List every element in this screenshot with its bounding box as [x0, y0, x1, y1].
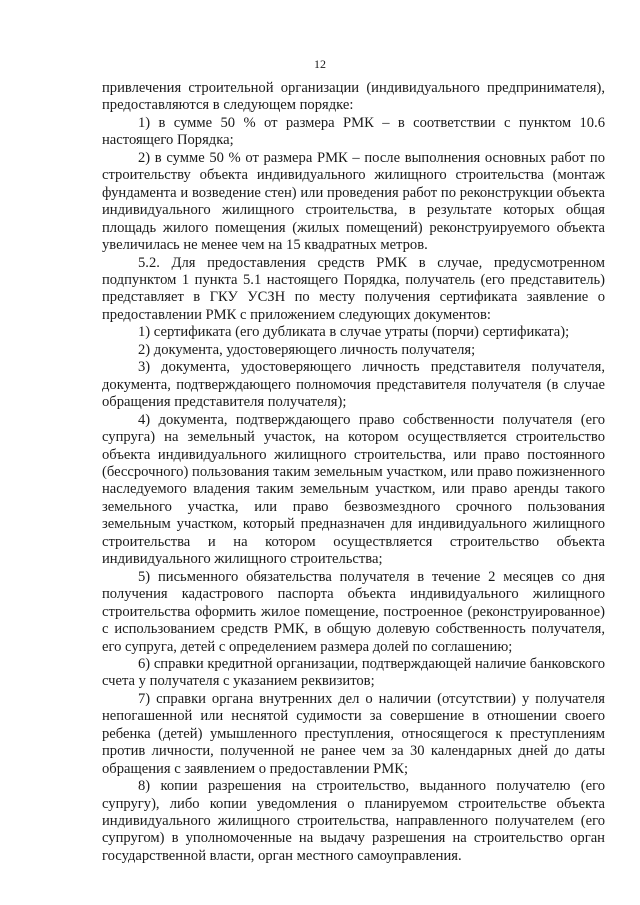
paragraph: 2) в сумме 50 % от размера РМК – после выполнения основных работ по строительству объекта индивидуального жилищного строительства (монтаж фундамента и возведение стен) или проведения работ по реконструкции объекта индивидуального жилищного строительства, в результате которых общая площадь жилого помещения (жилых помещений) реконструируемого объекта увеличилась не менее чем на 15 квадратных метров.: [102, 149, 605, 254]
paragraph: 8) копии разрешения на строительство, выданного получателю (его супругу), либо копии уведомления о планируемом строительстве объекта индивидуального жилищного строительства, направленного получателем (его супругом) в уполномоченные на выдачу разрешения на строительство орган государственной власти, орган местного самоуправления.: [102, 778, 605, 864]
paragraph: 5.2. Для предоставления средств РМК в случае, предусмотренном подпунктом 1 пункта 5.1 настоящего Порядка, получатель (его представитель) представляет в ГКУ УСЗН по месту получения сертификата заявление о предоставлении РМК с приложением следующих документов:: [102, 254, 605, 323]
paragraph: привлечения строительной организации (индивидуального предпринимателя), предоставляются в следующем порядке:: [102, 80, 605, 114]
paragraph: 2) документа, удостоверяющего личность получателя;: [138, 341, 476, 358]
paragraph: 3) документа, удостоверяющего личность представителя получателя, документа, подтверждающего полномочия представителя получателя (в случае обращения представителя получателя);: [102, 359, 605, 411]
document-body: [102, 80, 605, 865]
paragraph: 1) в сумме 50 % от размера РМК – в соответствии с пунктом 10.6 настоящего Порядка;: [102, 114, 605, 149]
paragraph: 1) сертификата (его дубликата в случае утраты (порчи) сертификата);: [138, 324, 570, 341]
paragraph: 5) письменного обязательства получателя в течение 2 месяцев со дня получения кадастрового паспорта объекта индивидуального жилищного строительства оформить жилое помещение, построенное (реконструированное) с использованием средств РМК, в общую долевую собственность получателя, его супруга, детей с определением размера долей по соглашению;: [102, 568, 605, 655]
paragraph: 7) справки органа внутренних дел о наличии (отсутствии) у получателя непогашенной или неснятой судимости за совершение в отношении своего ребенка (детей) умышленного преступления, относящегося к преступлениям против личности, полученной не ранее чем за 30 календарных дней до даты обращения с заявлением о предоставлении РМК;: [102, 690, 605, 777]
page-number: 12: [314, 57, 326, 71]
paragraph: 4) документа, подтверждающего право собственности получателя (его супруга) на земельный участок, на котором осуществляется строительство объекта индивидуального жилищного строительства, или право постоянного (бессрочного) пользования таким земельным участком, или право пожизненного наследуемого владения таким земельным участком, или право аренды такого земельного участка, или право безвозмездного срочного пользования земельным участком, который предназначен для индивидуального жилищного строительства и на котором осуществляется строительство объекта индивидуального жилищного строительства;: [102, 411, 605, 568]
paragraph: 6) справки кредитной организации, подтверждающей наличие банковского счета у получателя с указанием реквизитов;: [102, 655, 605, 690]
